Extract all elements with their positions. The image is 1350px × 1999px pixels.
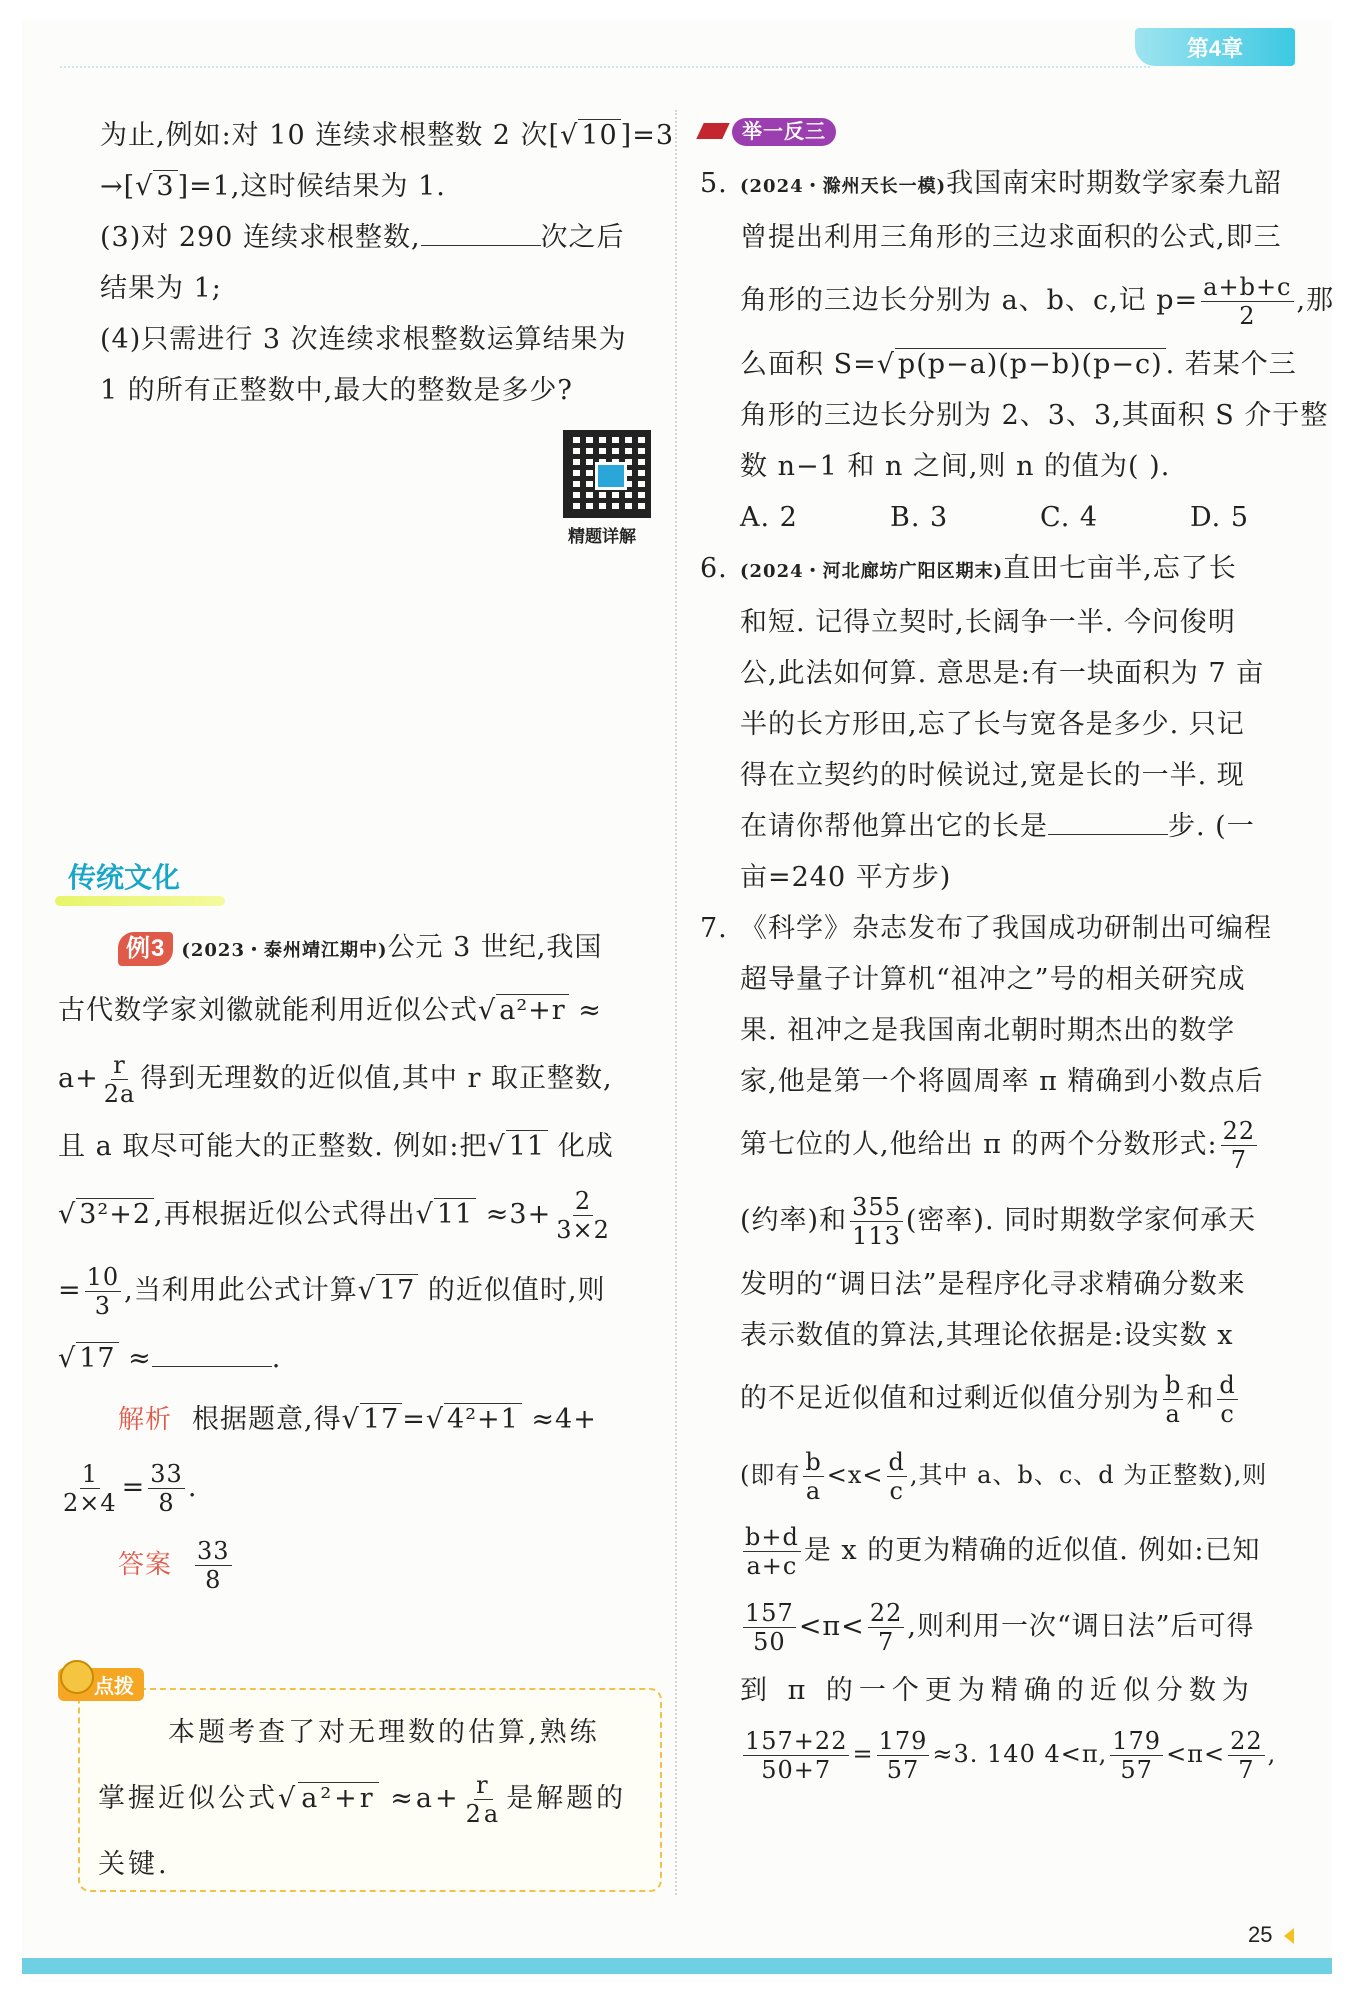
text-line: 在请你帮他算出它的长是 步. (一 [700,801,1300,852]
fraction: $\frac{2}{3\times 2}$ [556,1187,610,1244]
options-row [700,492,1300,543]
fraction: $\frac{157+22}{50+7}$ [745,1727,848,1784]
fraction: $\frac{b}{a}$ [805,1448,822,1505]
text-line: 表示数值的算法,其理论依据是:设实数 x [740,1320,1234,1351]
text-line: √ 3²+2 ,再根据近似公式得出√ 11 ≈3+ $\frac{2}{3\times 2}$ [58,1187,610,1244]
text-line: 且 a 取尽可能大的正整数. 例如:把√ 11 化成 [58,1131,614,1162]
text-line: √ 17 ≈ . [58,1329,658,1389]
example-badge: 例3 [118,932,173,966]
chapter-label: 第4章 [1186,35,1244,61]
arrow-left-icon [1284,1928,1294,1944]
text-line: 解析 根据题意,得√ 17 =√ 4²+1 ≈4+ [118,1404,597,1435]
text-line: 发明的“调日法”是程序化寻求精确分数来 [740,1269,1246,1300]
text-line: $\frac{b+d}{a+c}$ 是 x 的更为精确的近似值. 例如:已知 [745,1523,1261,1580]
option-a: A. 2 [740,502,798,533]
left-column [58,110,674,416]
text-line: 古代数学家刘徽就能利用近似公式√ a²+r ≈ [58,995,602,1026]
fraction: $\frac{d}{c}$ [1219,1371,1236,1428]
page-number: 25 [1248,1922,1273,1947]
text-line: 本题考查了对无理数的估算,熟练 [168,1717,600,1748]
option-d: D. 5 [1190,502,1250,533]
text-line: (3)对 290 连续求根整数, 次之后 [58,212,658,263]
source-label: (2024・河北廊坊广阳区期末) [740,561,1004,582]
source-label: (2023・泰州靖江期中) [181,940,388,961]
play-icon [595,462,627,490]
right-column [700,110,1335,1792]
text-line: 1 的所有正整数中,最大的整数是多少? [100,375,573,406]
text-line: 关键. [98,1849,170,1880]
text-line: 超导量子计算机“祖冲之”号的相关研究成 [740,964,1246,995]
text-line: (4)只需进行 3 次连续求根整数运算结果为 [100,324,627,355]
fraction: $\frac{b}{a}$ [1165,1371,1182,1428]
text-line: 和短. 记得立契时,长阔争一半. 今问俊明 [740,607,1236,638]
text-line: →[√ 3 ]=1,这时候结果为 1. [100,171,446,202]
text-line: 的不足近似值和过剩近似值分别为 $\frac{b}{a}$ 和 $\frac{d}{c}$ [740,1371,1236,1428]
section-title: 传统文化 [68,862,181,893]
fraction: $\frac{a+b+c}{2}$ [1203,273,1292,330]
text-line: 6. (2024・河北廊坊广阳区期末)直田七亩半,忘了长 [700,553,1237,584]
text-line: $\frac{1}{2\times 4}$ = $\frac{33}{8}$ . [63,1460,198,1517]
source-label: (2024・滁州天长一模) [740,176,947,197]
text-line: $\frac{157}{50}$ <π< $\frac{22}{7}$ ,则利用一次“调日法”后可得 [745,1599,1255,1656]
fraction: $\frac{b+d}{a+c}$ [745,1523,799,1580]
fraction: $\frac{355}{113}$ [852,1193,901,1250]
qr-code-icon[interactable] [563,430,651,518]
text-line: = $\frac{10}{3}$ ,当利用此公式计算√ 17 的近似值时,则 [58,1263,606,1320]
text-line: 数 n−1 和 n 之间,则 n 的值为( ). [740,451,1171,482]
example-block [58,918,658,1603]
text-line: 得在立契约的时候说过,宽是长的一半. 现 [740,760,1245,791]
fraction: $\frac{22}{7}$ [1230,1727,1263,1784]
text-line: 掌握近似公式√ a²+r ≈a+ $\frac{r}{2a}$ 是解题的 [98,1771,627,1828]
text-line: 么面积 S=√ p(p−a)(p−b)(p−c) . 若某个三 [740,349,1297,380]
text-line: 第七位的人,他给出 π 的两个分数形式: $\frac{22}{7}$ [740,1117,1256,1174]
text-line: 果. 祖冲之是我国南北朝时期杰出的数学 [740,1015,1236,1046]
column-divider [675,110,677,1895]
text-line: 5. (2024・滁州天长一模)我国南宋时期数学家秦九韶 [700,168,1283,199]
analysis-label: 解析 [118,1404,173,1434]
fraction: $\frac{157}{50}$ [745,1599,794,1656]
graduation-cap-icon [696,123,729,139]
text-line [700,110,1300,150]
text-line: a+ $\frac{r}{2a}$ 得到无理数的近似值,其中 r 取正整数, [58,1051,613,1108]
text-line: 7. 《科学》杂志发布了我国成功研制出可编程 [700,913,1272,944]
text-line: 家,他是第一个将圆周率 π 精确到小数点后 [740,1066,1264,1097]
text-line: 半的长方形田,忘了长与宽各是多少. 只记 [740,709,1245,740]
text-line [58,1526,658,1603]
fraction: $\frac{33}{8}$ [197,1537,230,1594]
fraction: $\frac{179}{57}$ [878,1727,928,1784]
answer-blank [152,1338,272,1367]
fraction: $\frac{10}{3}$ [86,1263,120,1320]
fraction: $\frac{r}{2a}$ [465,1771,502,1828]
text-line: (约率)和 $\frac{355}{113}$ (密率). 同时期数学家何承天 [740,1193,1257,1250]
section-underline [55,896,225,906]
answer-blank [421,217,541,246]
text-line: 亩=240 平方步) [740,862,952,893]
top-rule [60,66,1150,68]
text-line: 角形的三边长分别为 a、b、c,记 p= $\frac{a+b+c}{2}$ ,那 [740,273,1335,330]
bottom-bar [22,1958,1332,1974]
text-line: 曾提出利用三角形的三边求面积的公式,即三 [740,222,1282,253]
bee-icon [60,1660,94,1694]
option-c: C. 4 [1040,502,1099,533]
practice-tag: 举一反三 [732,118,836,146]
fraction: $\frac{r}{2a}$ [103,1051,136,1108]
text-line: 为止,例如:对 10 连续求根整数 2 次[√ 10 ]=3 [100,120,674,151]
fraction: $\frac{179}{57}$ [1112,1727,1162,1784]
fraction: $\frac{d}{c}$ [888,1448,905,1505]
text-line: (即有 $\frac{b}{a}$ <x< $\frac{d}{c}$ ,其中 a、b、c、d 为正整数),则 [740,1448,1268,1505]
fraction: $\frac{1}{2\times 4}$ [63,1460,117,1517]
fraction: $\frac{22}{7}$ [869,1599,903,1656]
answer-label: 答案 [118,1549,173,1579]
tip-text [98,1700,638,1898]
text-line: 角形的三边长分别为 2、3、3,其面积 S 介于整 [740,400,1329,431]
qr-label: 精题详解 [568,527,636,546]
chapter-tab [1135,28,1295,66]
text-line: 结果为 1; [100,273,222,304]
text-line: 到 π 的一个更为精确的近似分数为 [740,1675,1255,1706]
answer-blank [1048,806,1168,835]
tip-badge: 点拨 [58,1668,144,1701]
text-line: 公,此法如何算. 意思是:有一块面积为 7 亩 [740,658,1265,689]
fraction: $\frac{33}{8}$ [150,1460,183,1517]
text-line: 例3 (2023・泰州靖江期中)公元 3 世纪,我国 [58,918,658,981]
fraction: $\frac{22}{7}$ [1222,1117,1256,1174]
text-line: $\frac{157+22}{50+7}$ = $\frac{179}{57}$ ≈3. 140 4<π, $\frac{179}{57}$ <π< $\frac{22}{7}$ , [745,1727,1277,1784]
option-b: B. 3 [890,502,949,533]
